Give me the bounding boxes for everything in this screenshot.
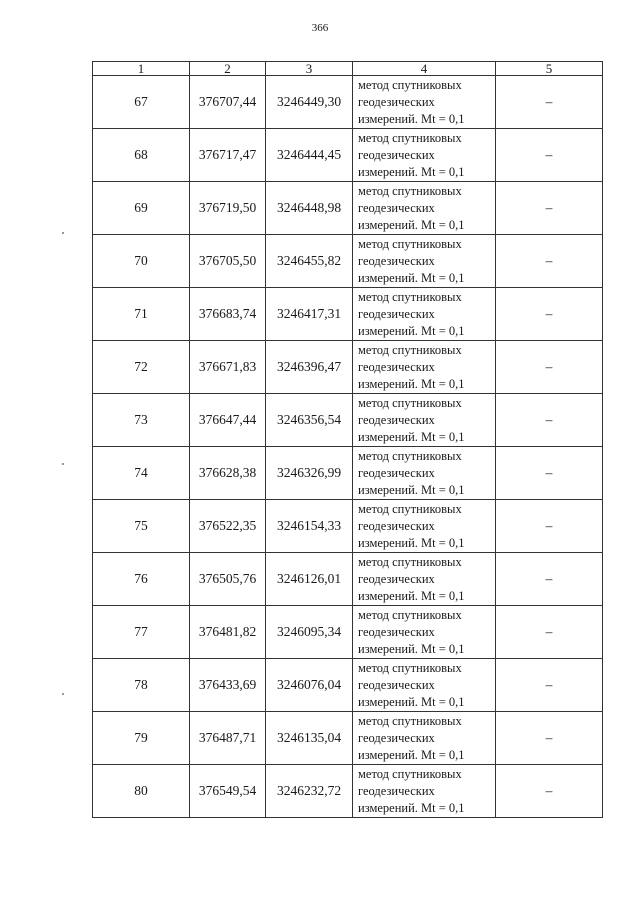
point-number-cell: 74: [93, 447, 190, 500]
note-cell: –: [496, 394, 603, 447]
method-line: метод спутниковых: [358, 766, 462, 781]
table-row: [93, 288, 603, 341]
point-number-cell: 78: [93, 659, 190, 712]
method-line: измерений. Mt = 0,1: [358, 694, 465, 709]
point-number-cell: 77: [93, 606, 190, 659]
method-line: метод спутниковых: [358, 342, 462, 357]
method-line: измерений. Mt = 0,1: [358, 641, 465, 656]
method-line: геодезических: [358, 518, 435, 533]
method-line: геодезических: [358, 465, 435, 480]
method-cell: [353, 765, 496, 818]
method-line: измерений. Mt = 0,1: [358, 217, 465, 232]
column-header-2: 2: [190, 62, 266, 76]
note-cell: –: [496, 288, 603, 341]
table-row: [93, 447, 603, 500]
method-cell: [353, 500, 496, 553]
method-line: метод спутниковых: [358, 183, 462, 198]
point-number-cell: 70: [93, 235, 190, 288]
method-line: измерений. Mt = 0,1: [358, 323, 465, 338]
method-line: геодезических: [358, 624, 435, 639]
method-cell: [353, 447, 496, 500]
method-line: геодезических: [358, 571, 435, 586]
method-line: метод спутниковых: [358, 236, 462, 251]
method-line: измерений. Mt = 0,1: [358, 111, 465, 126]
note-cell: –: [496, 235, 603, 288]
x-coordinate-cell: 376647,44: [190, 394, 266, 447]
note-cell: –: [496, 182, 603, 235]
y-coordinate-cell: 3246232,72: [266, 765, 353, 818]
method-line: метод спутниковых: [358, 660, 462, 675]
table-row: [93, 235, 603, 288]
x-coordinate-cell: 376717,47: [190, 129, 266, 182]
x-coordinate-cell: 376487,71: [190, 712, 266, 765]
y-coordinate-cell: 3246135,04: [266, 712, 353, 765]
method-line: измерений. Mt = 0,1: [358, 270, 465, 285]
method-cell: [353, 394, 496, 447]
y-coordinate-cell: 3246444,45: [266, 129, 353, 182]
table-row: [93, 712, 603, 765]
method-line: геодезических: [358, 253, 435, 268]
y-coordinate-cell: 3246076,04: [266, 659, 353, 712]
method-cell: [353, 712, 496, 765]
note-cell: –: [496, 712, 603, 765]
method-line: геодезических: [358, 147, 435, 162]
y-coordinate-cell: 3246356,54: [266, 394, 353, 447]
method-line: метод спутниковых: [358, 130, 462, 145]
point-number-cell: 71: [93, 288, 190, 341]
y-coordinate-cell: 3246417,31: [266, 288, 353, 341]
method-line: измерений. Mt = 0,1: [358, 588, 465, 603]
y-coordinate-cell: 3246455,82: [266, 235, 353, 288]
point-number-cell: 73: [93, 394, 190, 447]
y-coordinate-cell: 3246326,99: [266, 447, 353, 500]
column-header-5: 5: [496, 62, 603, 76]
x-coordinate-cell: 376481,82: [190, 606, 266, 659]
table-header-row: [93, 62, 603, 76]
table-row: [93, 76, 603, 129]
scan-speck: [62, 463, 64, 465]
method-line: метод спутниковых: [358, 554, 462, 569]
method-line: метод спутниковых: [358, 607, 462, 622]
scan-speck: [62, 232, 64, 234]
method-line: геодезических: [358, 677, 435, 692]
method-cell: [353, 235, 496, 288]
x-coordinate-cell: 376505,76: [190, 553, 266, 606]
x-coordinate-cell: 376683,74: [190, 288, 266, 341]
x-coordinate-cell: 376707,44: [190, 76, 266, 129]
method-line: геодезических: [358, 359, 435, 374]
method-line: измерений. Mt = 0,1: [358, 747, 465, 762]
method-line: геодезических: [358, 730, 435, 745]
note-cell: –: [496, 76, 603, 129]
point-number-cell: 76: [93, 553, 190, 606]
column-header-1: 1: [93, 62, 190, 76]
x-coordinate-cell: 376433,69: [190, 659, 266, 712]
x-coordinate-cell: 376522,35: [190, 500, 266, 553]
note-cell: –: [496, 606, 603, 659]
method-line: метод спутниковых: [358, 395, 462, 410]
method-cell: [353, 288, 496, 341]
method-cell: [353, 129, 496, 182]
method-line: измерений. Mt = 0,1: [358, 535, 465, 550]
table-row: [93, 553, 603, 606]
table-row: [93, 659, 603, 712]
table-body: [93, 76, 603, 818]
point-number-cell: 72: [93, 341, 190, 394]
method-cell: [353, 606, 496, 659]
method-cell: [353, 341, 496, 394]
point-number-cell: 67: [93, 76, 190, 129]
point-number-cell: 69: [93, 182, 190, 235]
note-cell: –: [496, 500, 603, 553]
column-header-4: 4: [353, 62, 496, 76]
method-line: геодезических: [358, 783, 435, 798]
x-coordinate-cell: 376705,50: [190, 235, 266, 288]
x-coordinate-cell: 376719,50: [190, 182, 266, 235]
column-header-3: 3: [266, 62, 353, 76]
method-line: измерений. Mt = 0,1: [358, 376, 465, 391]
note-cell: –: [496, 447, 603, 500]
point-number-cell: 80: [93, 765, 190, 818]
method-line: метод спутниковых: [358, 77, 462, 92]
coordinates-table: [92, 61, 603, 818]
y-coordinate-cell: 3246154,33: [266, 500, 353, 553]
y-coordinate-cell: 3246126,01: [266, 553, 353, 606]
table-row: [93, 129, 603, 182]
method-line: измерений. Mt = 0,1: [358, 482, 465, 497]
page-number: 366: [311, 22, 329, 34]
method-cell: [353, 182, 496, 235]
table-row: [93, 765, 603, 818]
note-cell: –: [496, 659, 603, 712]
y-coordinate-cell: 3246448,98: [266, 182, 353, 235]
x-coordinate-cell: 376549,54: [190, 765, 266, 818]
note-cell: –: [496, 553, 603, 606]
method-line: метод спутниковых: [358, 713, 462, 728]
method-line: геодезических: [358, 412, 435, 427]
point-number-cell: 75: [93, 500, 190, 553]
table-row: [93, 500, 603, 553]
method-line: метод спутниковых: [358, 289, 462, 304]
method-line: метод спутниковых: [358, 501, 462, 516]
y-coordinate-cell: 3246449,30: [266, 76, 353, 129]
note-cell: –: [496, 765, 603, 818]
x-coordinate-cell: 376671,83: [190, 341, 266, 394]
table-row: [93, 341, 603, 394]
x-coordinate-cell: 376628,38: [190, 447, 266, 500]
method-line: измерений. Mt = 0,1: [358, 164, 465, 179]
y-coordinate-cell: 3246095,34: [266, 606, 353, 659]
table-row: [93, 182, 603, 235]
method-cell: [353, 659, 496, 712]
point-number-cell: 68: [93, 129, 190, 182]
method-line: геодезических: [358, 306, 435, 321]
method-line: измерений. Mt = 0,1: [358, 800, 465, 815]
table-row: [93, 394, 603, 447]
method-cell: [353, 553, 496, 606]
note-cell: –: [496, 341, 603, 394]
method-line: геодезических: [358, 94, 435, 109]
method-line: геодезических: [358, 200, 435, 215]
method-line: измерений. Mt = 0,1: [358, 429, 465, 444]
y-coordinate-cell: 3246396,47: [266, 341, 353, 394]
scan-speck: [62, 693, 64, 695]
method-line: метод спутниковых: [358, 448, 462, 463]
note-cell: –: [496, 129, 603, 182]
point-number-cell: 79: [93, 712, 190, 765]
table-row: [93, 606, 603, 659]
method-cell: [353, 76, 496, 129]
